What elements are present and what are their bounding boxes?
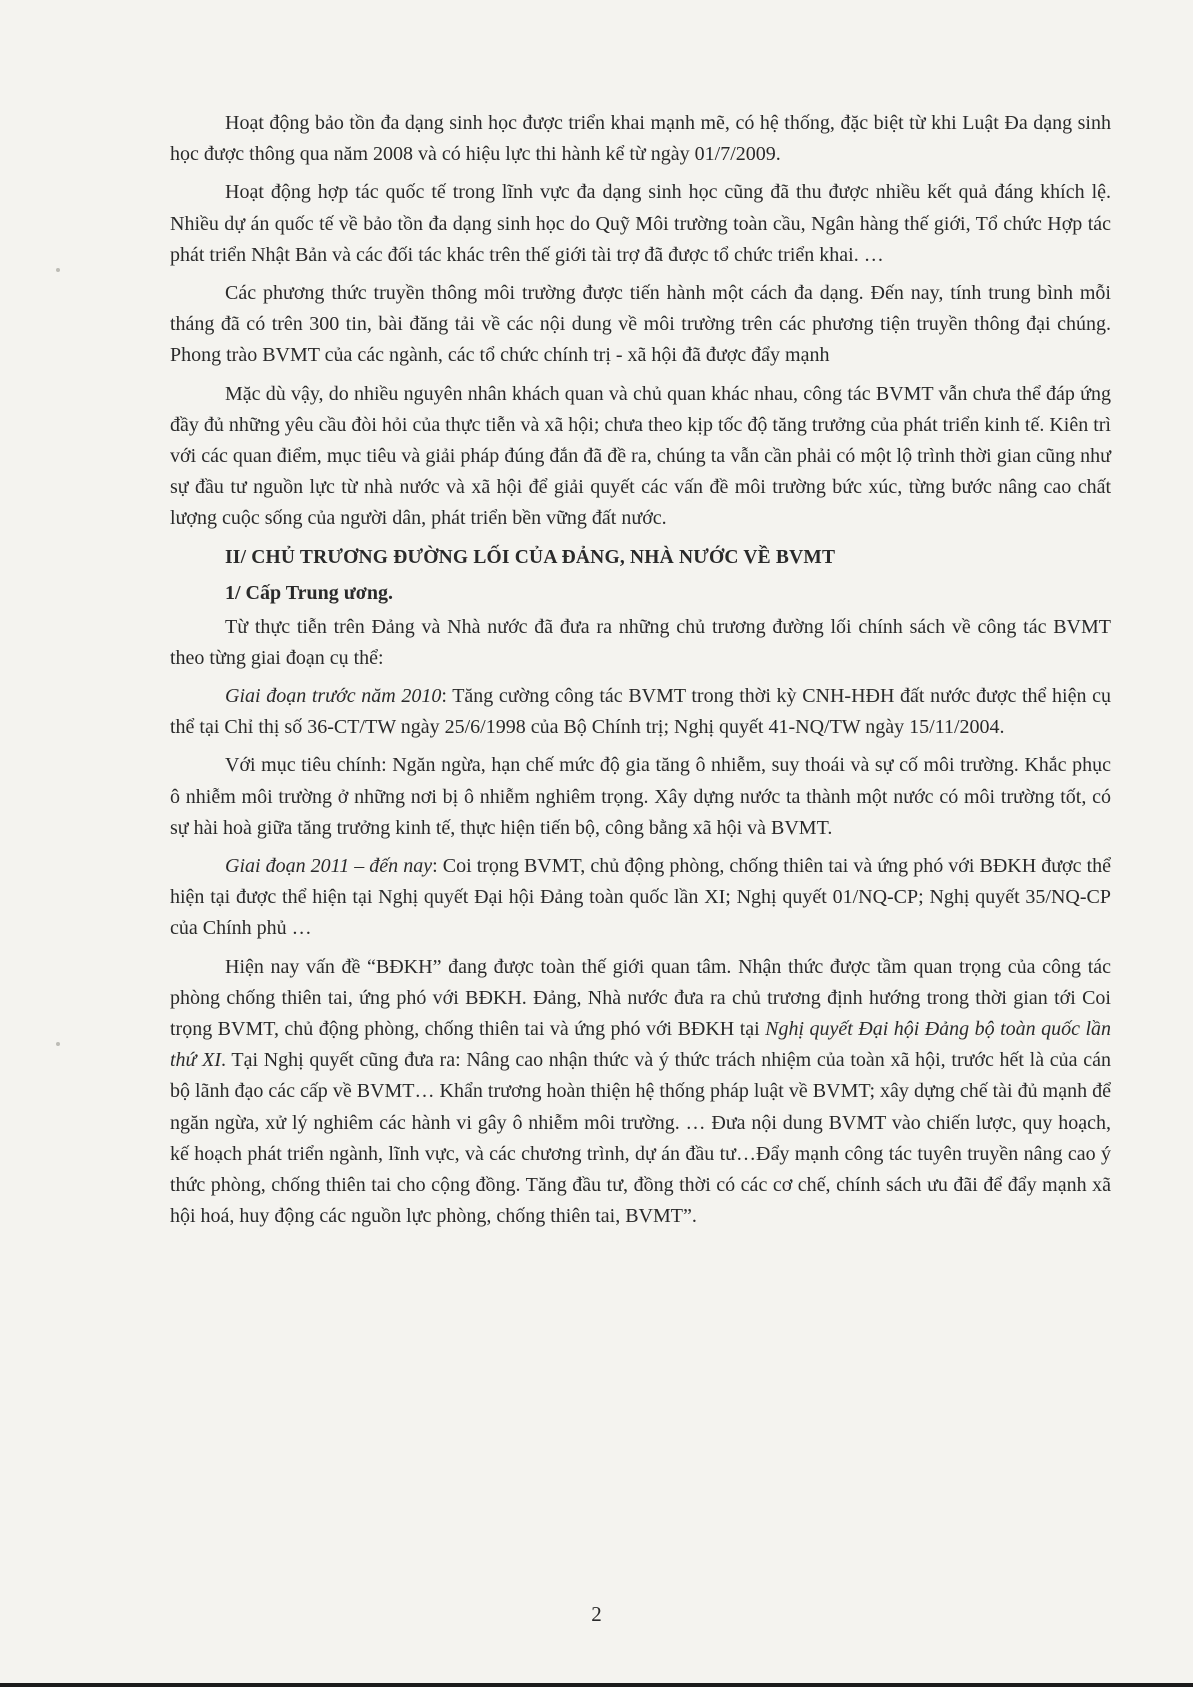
- paragraph-international-cooperation: Hoạt động hợp tác quốc tế trong lĩnh vực đa dạng sinh học cũng đã thu được nhiều kết quả đáng khích lệ. Nhiều dự án quốc tế về bảo tồn đa dạng sinh học do Quỹ Môi trường toàn cầu, Ngân hàng thế giới, Tổ chức Hợp tác phát triển Nhật Bản và các đối tác khác trên thế giới tài trợ đã được tổ chức triển khai. …: [170, 181, 1111, 266]
- paragraph-limitations: Mặc dù vậy, do nhiều nguyên nhân khách quan và chủ quan khác nhau, công tác BVMT vẫn chưa thể đáp ứng đầy đủ những yêu cầu đòi hỏi của thực tiễn và xã hội; chưa theo kịp tốc độ tăng trưởng của phát triển kinh tế. Kiên trì với các quan điểm, mục tiêu và giải pháp đúng đắn đã đề ra, chúng ta vẫn cần phải có một lộ trình thời gian cũng như sự đầu tư nguồn lực từ nhà nước và xã hội để giải quyết các vấn đề môi trường bức xúc, từng bước nâng cao chất lượng cuộc sống của người dân, phát triển bền vững đất nước.: [170, 382, 1111, 530]
- scan-dot: [56, 268, 60, 272]
- paragraph-intro: Từ thực tiễn trên Đảng và Nhà nước đã đưa ra những chủ trương đường lối chính sách về công tác BVMT theo từng giai đoạn cụ thể:: [170, 615, 1111, 669]
- paragraph-phase-2: [170, 851, 1111, 945]
- subsection-heading: 1/ Cấp Trung ương.: [225, 581, 393, 604]
- scan-dot: [56, 1042, 60, 1046]
- paragraph-climate-change: [170, 952, 1111, 1233]
- climate-text-before: Hiện nay vấn đề “BĐKH” đang được toàn thế giới quan tâm. Nhận thức được tầm quan trọng của công tác phòng chống thiên tai, ứng phó với BĐKH. Đảng, Nhà nước đưa ra chủ trương định hướng trong thời gian tới Coi trọng BVMT, chủ động phòng, chống thiên tai và ứng phó với BĐKH tại: [170, 955, 1111, 1041]
- paragraph-communication: Các phương thức truyền thông môi trường được tiến hành một cách đa dạng. Đến nay, tính trung bình mỗi tháng đã có trên 300 tin, bài đăng tải về các nội dung về môi trường trên các phương tiện truyền thông đại chúng. Phong trào BVMT của các ngành, các tổ chức chính trị - xã hội đã được đẩy mạnh: [170, 282, 1111, 367]
- paragraph-biodiversity: Hoạt động bảo tồn đa dạng sinh học được triển khai mạnh mẽ, có hệ thống, đặc biệt từ khi Luật Đa dạng sinh học được thông qua năm 2008 và có hiệu lực thi hành kể từ ngày 01/7/2009.: [170, 112, 1111, 166]
- phase-2-text: : Coi trọng BVMT, chủ động phòng, chống thiên tai và ứng phó với BĐKH được thể hiện tại được thể hiện tại Nghị quyết Đại hội Đảng toàn quốc lần XI; Nghị quyết 01/NQ-CP; Nghị quyết 35/NQ-CP của Chính phủ …: [170, 855, 1112, 940]
- paragraph-objective: Với mục tiêu chính: Ngăn ngừa, hạn chế mức độ gia tăng ô nhiễm, suy thoái và sự cố môi trường. Khắc phục ô nhiễm môi trường ở những nơi bị ô nhiễm nghiêm trọng. Xây dựng nước ta thành một nước có môi trường tốt, có sự hài hoà giữa tăng trưởng kinh tế, thực hiện tiến bộ, công bằng xã hội và BVMT.: [170, 754, 1111, 839]
- scan-edge: [0, 1683, 1193, 1687]
- phase-2-label: Giai đoạn 2011 – đến nay: [225, 855, 433, 878]
- phase-1-label: Giai đoạn trước năm 2010: [225, 685, 442, 708]
- phase-1-text: : Tăng cường công tác BVMT trong thời kỳ CNH-HĐH đất nước được thể hiện cụ thể tại Chỉ thị số 36-CT/TW ngày 25/6/1998 của Bộ Chính trị; Nghị quyết 41-NQ/TW ngày 15/11/2004.: [170, 685, 1111, 739]
- paragraph-phase-1: [170, 681, 1111, 743]
- document-body: [170, 108, 1111, 1233]
- page-number: 2: [591, 1602, 602, 1626]
- section-heading: II/ CHỦ TRƯƠNG ĐƯỜNG LỐI CỦA ĐẢNG, NHÀ NƯỚC VỀ BVMT: [225, 546, 836, 568]
- climate-text-after: . Tại Nghị quyết cũng đưa ra: Nâng cao nhận thức và ý thức trách nhiệm của toàn xã hội, trước hết là của cán bộ lãnh đạo các cấp về BVMT… Khẩn trương hoàn thiện hệ thống pháp luật về BVMT; xây dựng chế tài đủ mạnh để ngăn ngừa, xử lý nghiêm các hành vi gây ô nhiễm môi trường. … Đưa nội dung BVMT vào chiến lược, quy hoạch, kế hoạch phát triển ngành, lĩnh vực, và các chương trình, dự án đầu tư…Đẩy mạnh công tác tuyên truyền nâng cao ý thức phòng, chống thiên tai cho cộng đồng. Tăng đầu tư, đồng thời có các cơ chế, chính sách ưu đãi để đẩy mạnh xã hội hoá, huy động các nguồn lực phòng, chống thiên tai, BVMT”.: [170, 1049, 1111, 1228]
- resolution-title: Nghị quyết Đại hội Đảng bộ toàn quốc lần thứ XI: [170, 1018, 1112, 1072]
